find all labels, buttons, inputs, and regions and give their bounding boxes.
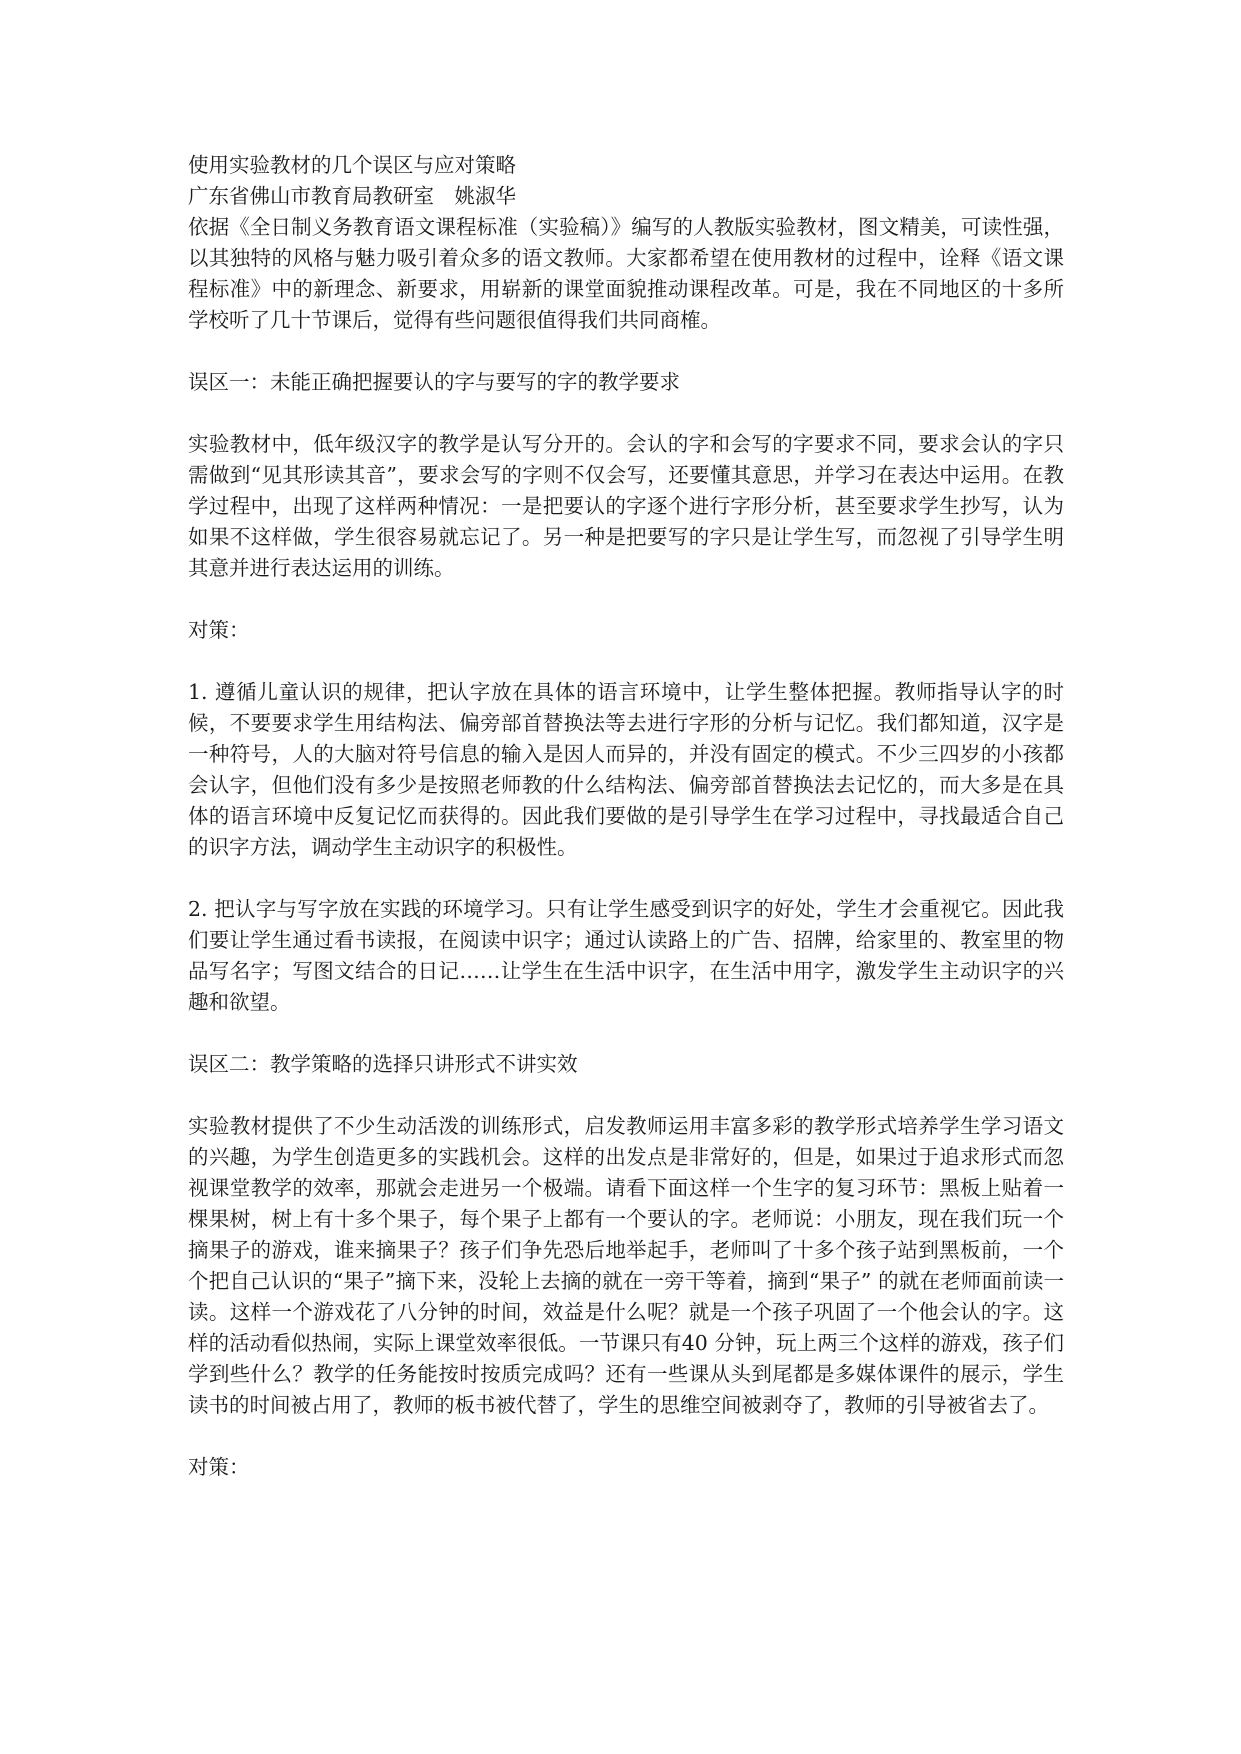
paragraph-gap bbox=[188, 398, 1064, 429]
strategy1-item2: 2. 把认字与写字放在实践的环境学习。只有让学生感受到识字的好处，学生才会重视它。因此我们要让学生通过看书读报，在阅读中识字；通过认读路上的广告、招牌，给家里的、教室里的物品写名字；写图文结合的日记……让学生在生活中识字，在生活中用字，激发学生主动识字的兴趣和欲望。 bbox=[188, 897, 1064, 1014]
intro-paragraph: 依据《全日制义务教育语文课程标准（实验稿）》编写的人教版实验教材，图文精美，可读性强，以其独特的风格与魅力吸引着众多的语文教师。大家都希望在使用教材的过程中，诠释《语文课程标准》中的新理念、新要求，用崭新的课堂面貌推动课程改革。可是，我在不同地区的十多所学校听了几十节课后，觉得有些问题很值得我们共同商榷。 bbox=[188, 215, 1064, 332]
paragraph-gap bbox=[188, 1421, 1064, 1452]
section2-heading: 误区二：教学策略的选择只讲形式不讲实效 bbox=[188, 1052, 578, 1076]
section1-heading: 误区一：未能正确把握要认的字与要写的字的教学要求 bbox=[188, 370, 680, 394]
strategy1-item1: 1. 遵循儿童认识的规律，把认字放在具体的语言环境中，让学生整体把握。教师指导认字的时候，不要要求学生用结构法、偏旁部首替换法等去进行字形的分析与记忆。我们都知道，汉字是一种符号，人的大脑对符号信息的输入是因人而异的，并没有固定的模式。不少三四岁的小孩都会认字，但他们没有多少是按照老师教的什么结构法、偏旁部首替换法去记忆的，而大多是在具体的语言环境中反复记忆而获得的。因此我们要做的是引导学生在学习过程中，寻找最适合自己的识字方法，调动学生主动识字的积极性。 bbox=[188, 680, 1064, 859]
paragraph-gap bbox=[188, 646, 1064, 677]
paragraph-gap bbox=[188, 584, 1064, 615]
paragraph-gap bbox=[188, 1080, 1064, 1111]
document-body bbox=[188, 150, 1064, 1483]
paragraph-gap bbox=[188, 863, 1064, 894]
section2-body: 实验教材提供了不少生动活泼的训练形式，启发教师运用丰富多彩的教学形式培养学生学习语文的兴趣，为学生创造更多的实践机会。这样的出发点是非常好的，但是，如果过于追求形式而忽视课堂教学的效率，那就会走进另一个极端。请看下面这样一个生字的复习环节：黑板上贴着一棵果树，树上有十多个果子，每个果子上都有一个要认的字。老师说：小朋友，现在我们玩一个摘果子的游戏，谁来摘果子？孩子们争先恐后地举起手，老师叫了十多个孩子站到黑板前，一个个把自己认识的“果子”摘下来，没轮上去摘的就在一旁干等着，摘到“果子” 的就在老师面前读一读。这样一个游戏花了八分钟的时间，效益是什么呢？就是一个孩子巩固了一个他会认的字。这样的活动看似热闹，实际上课堂效率很低。一节课只有40 分钟，玩上两三个这样的游戏，孩子们学到些什么？教学的任务能按时按质完成吗？还有一些课从头到尾都是多媒体课件的展示，学生读书的时间被占用了，教师的板书被代替了，学生的思维空间被剥夺了，教师的引导被省去了。 bbox=[188, 1114, 1064, 1417]
strategy-label-1: 对策： bbox=[188, 618, 250, 642]
paragraph-gap bbox=[188, 336, 1064, 367]
document-title: 使用实验教材的几个误区与应对策略 bbox=[188, 153, 516, 177]
author-byline: 广东省佛山市教育局教研室 姚淑华 bbox=[188, 184, 516, 208]
strategy-label-2: 对策： bbox=[188, 1455, 250, 1479]
paragraph-gap bbox=[188, 1018, 1064, 1049]
section1-body: 实验教材中，低年级汉字的教学是认写分开的。会认的字和会写的字要求不同，要求会认的字只需做到“见其形读其音”，要求会写的字则不仅会写，还要懂其意思，并学习在表达中运用。在教学过程中，出现了这样两种情况：一是把要认的字逐个进行字形分析，甚至要求学生抄写，认为如果不这样做，学生很容易就忘记了。另一种是把要写的字只是让学生写，而忽视了引导学生明其意并进行表达运用的训练。 bbox=[188, 432, 1064, 580]
